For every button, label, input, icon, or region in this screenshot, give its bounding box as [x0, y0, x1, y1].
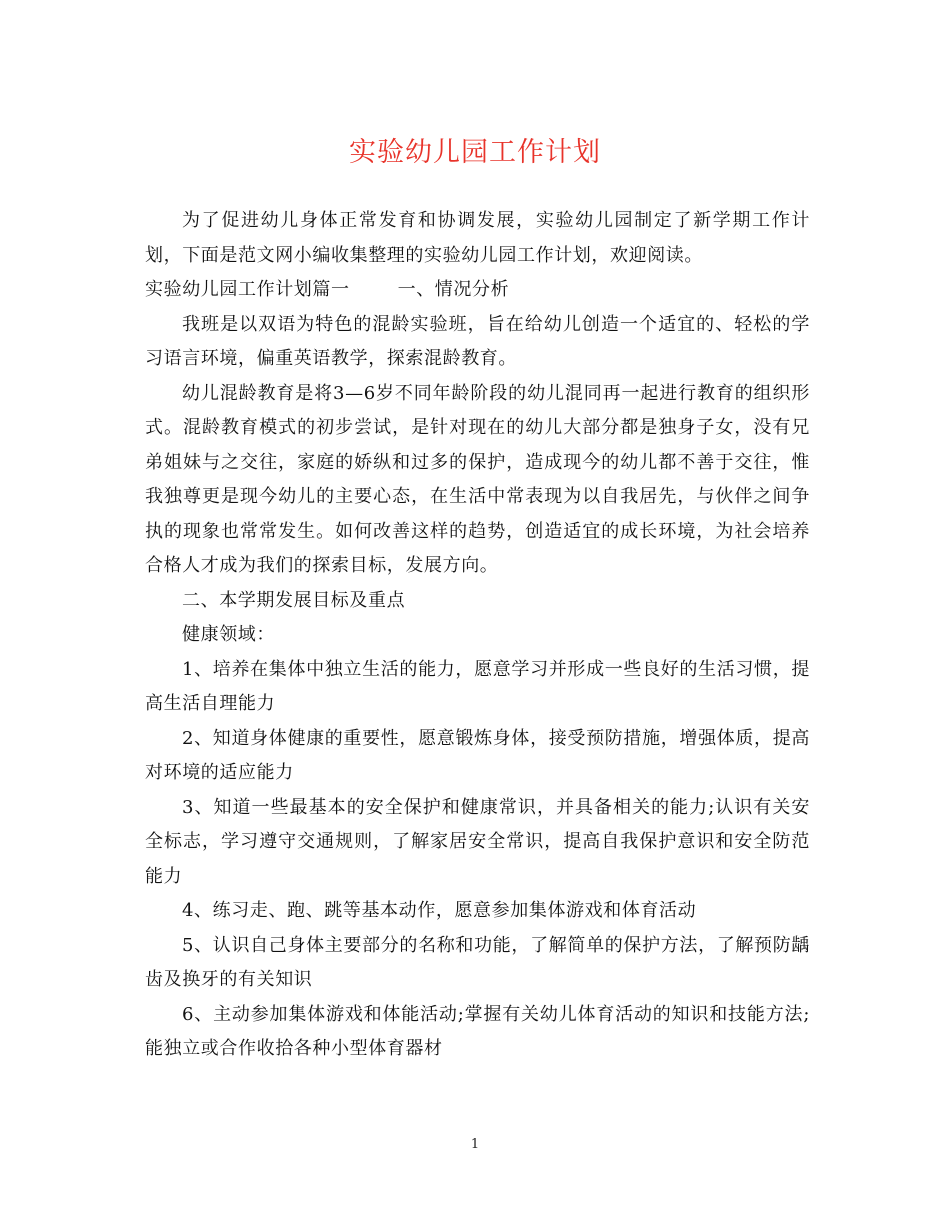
section-heading-left: 实验幼儿园工作计划篇一 [145, 279, 350, 300]
paragraph-2: 幼儿混龄教育是将3—6岁不同年龄阶段的幼儿混同再一起进行教育的组织形式。混龄教育模式的初步尝试，是针对现在的幼儿大部分都是独身子女，没有兄弟姐妹与之交往，家庭的娇纵和过多的保护，造成现今的幼儿都不善于交往，惟我独尊更是现今幼儿的主要心态，在生活中常表现为以自我居先，与伙伴之间争执的现象也常常发生。如何改善这样的趋势，创造适宜的成长环境，为社会培养合格人才成为我们的探索目标，发展方向。 [145, 382, 810, 576]
section-heading-right: 一、情况分析 [397, 279, 510, 300]
list-item: 6、主动参加集体游戏和体能活动;掌握有关幼儿体育活动的知识和技能方法;能独立或合作收拾各种小型体育器材 [145, 1003, 810, 1059]
page-number: 1 [470, 1137, 480, 1152]
heading-2: 二、本学期发展目标及重点 [182, 589, 406, 611]
list-item: 2、知道身体健康的重要性，愿意锻炼身体，接受预防措施，增强体质，提高对环境的适应能力 [145, 727, 810, 783]
intro-paragraph: 为了促进幼儿身体正常发育和协调发展，实验幼儿园制定了新学期工作计划，下面是范文网小编收集整理的实验幼儿园工作计划，欢迎阅读。 [145, 210, 810, 266]
section-heading [145, 273, 810, 308]
paragraph-1: 我班是以双语为特色的混龄实验班，旨在给幼儿创造一个适宜的、轻松的学习语言环境，偏重英语教学，探索混龄教育。 [145, 313, 810, 369]
list-item: 1、培养在集体中独立生活的能力，愿意学习并形成一些良好的生活习惯，提高生活自理能力 [145, 658, 810, 714]
document-body [145, 204, 810, 1067]
document-title: 实验幼儿园工作计划 [349, 137, 601, 168]
list-item: 4、练习走、跑、跳等基本动作，愿意参加集体游戏和体育活动 [182, 900, 697, 921]
list-item: 3、知道一些最基本的安全保护和健康常识，并具备相关的能力;认识有关安全标志，学习遵守交通规则，了解家居安全常识，提高自我保护意识和安全防范能力 [145, 796, 810, 887]
list-item: 5、认识自己身体主要部分的名称和功能，了解简单的保护方法，了解预防龋齿及换牙的有关知识 [145, 934, 810, 990]
health-domain-label: 健康领域： [182, 624, 275, 645]
